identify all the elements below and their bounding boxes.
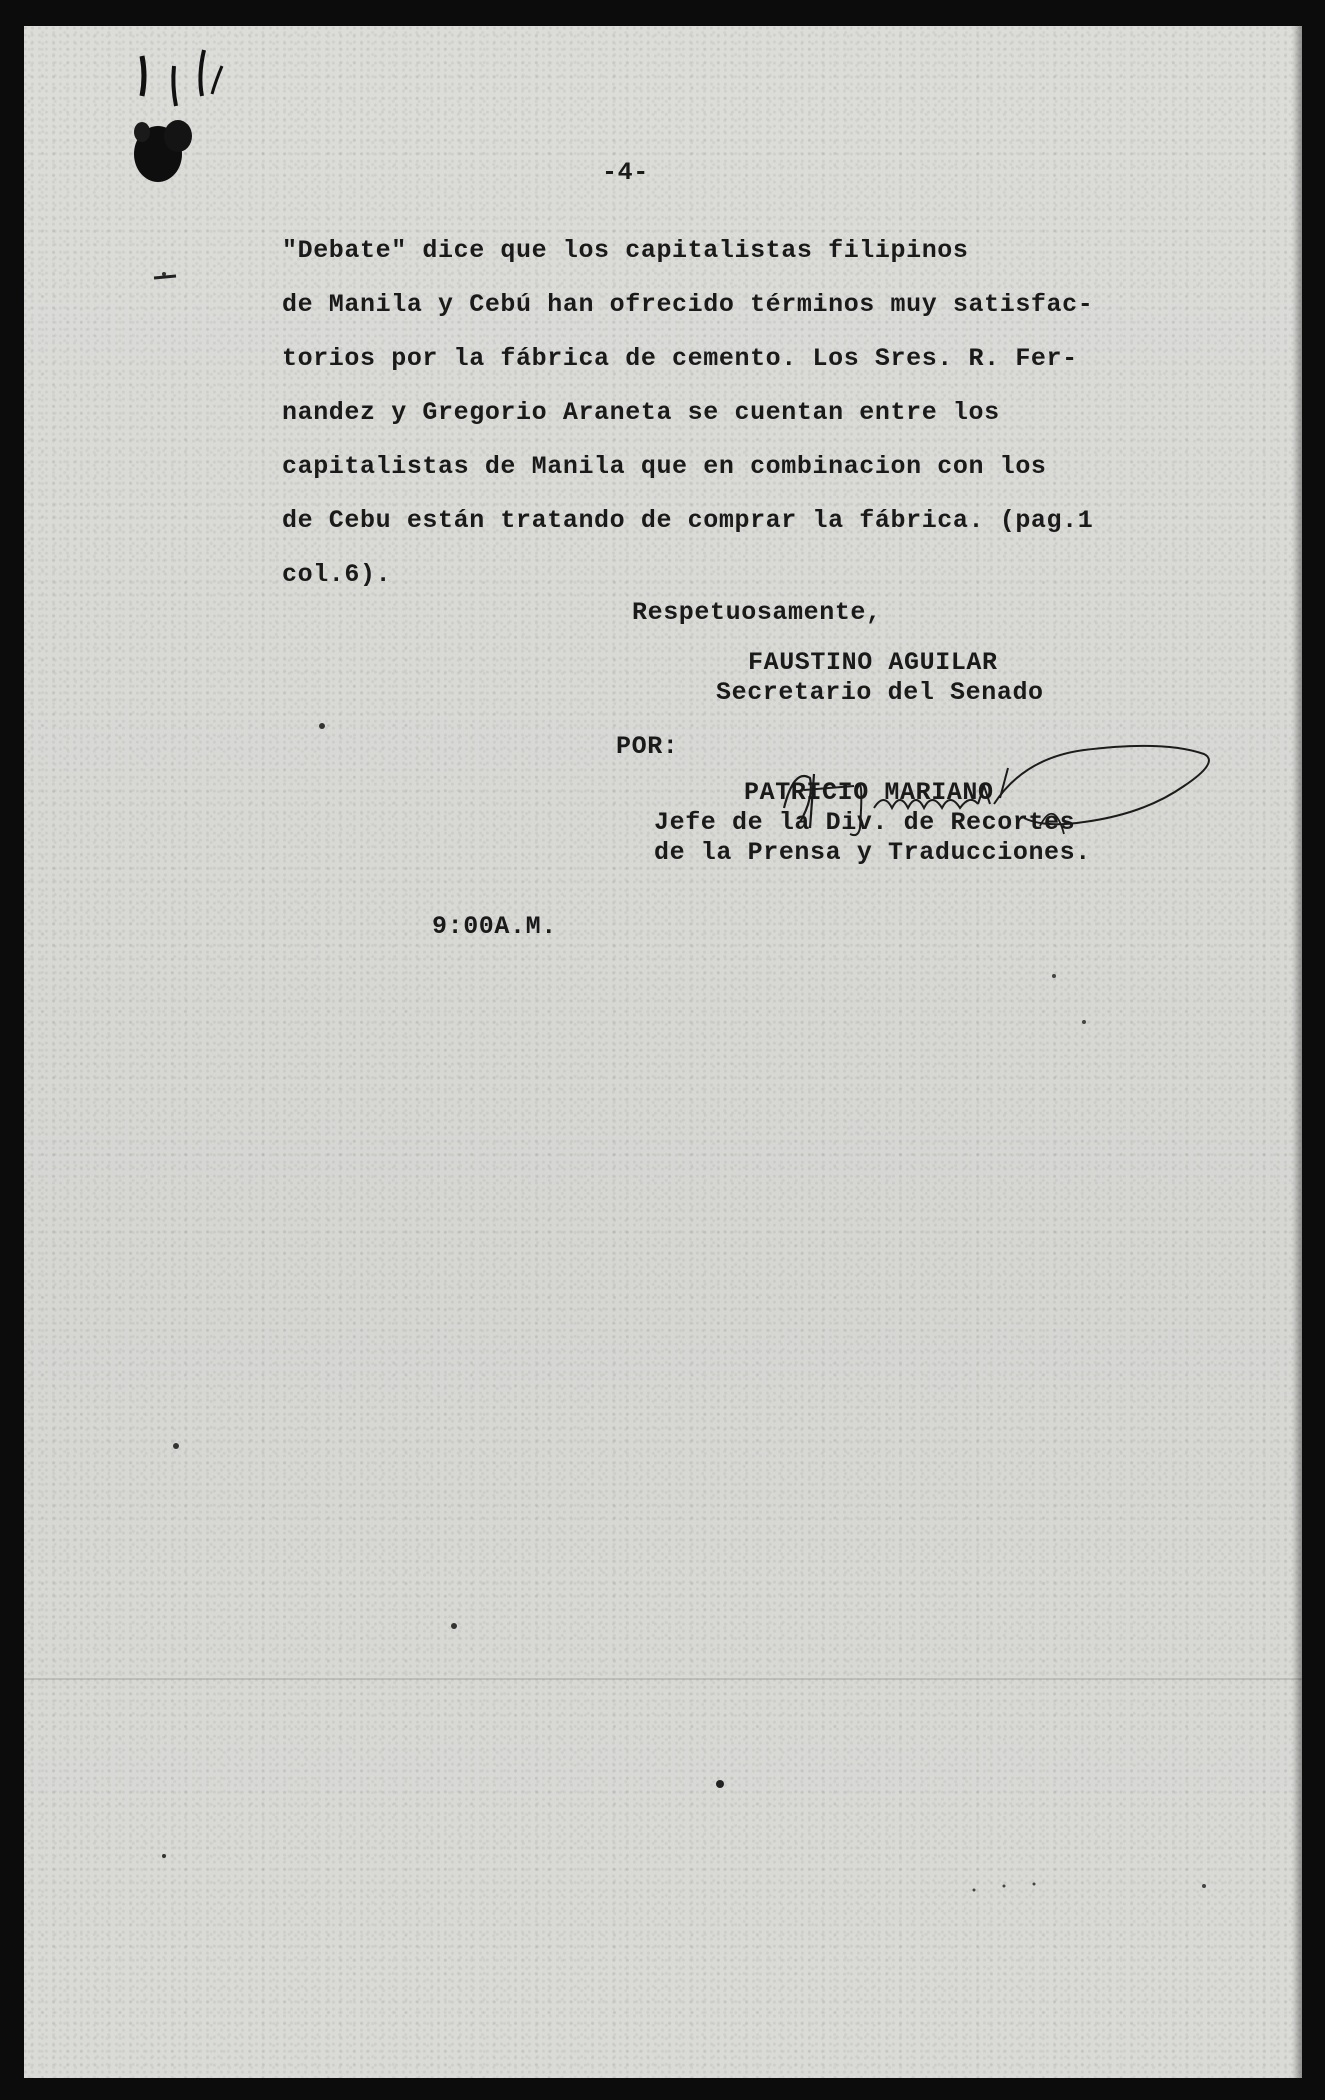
- signatory-1-title: Secretario del Senado: [716, 678, 1044, 707]
- body-line-3: torios por la fábrica de cemento. Los Sres. R. Fer-: [282, 344, 1078, 373]
- por-label: POR:: [616, 732, 679, 761]
- signatory-1-name: FAUSTINO AGUILAR: [748, 648, 998, 677]
- body-line-6: de Cebu están tratando de comprar la fábrica. (pag.1: [282, 506, 1094, 535]
- signatory-2-name: PATRICIO MARIANO: [744, 778, 994, 807]
- body-line-2: de Manila y Cebú han ofrecido términos muy satisfac-: [282, 290, 1094, 319]
- document-page: [24, 26, 1302, 2078]
- signatory-2-title-line-2: de la Prensa y Traducciones.: [654, 838, 1091, 867]
- page-number: -4-: [602, 158, 649, 187]
- closing-salutation: Respetuosamente,: [632, 598, 882, 627]
- body-line-7: col.6).: [282, 560, 392, 589]
- body-line-5: capitalistas de Manila que en combinacion con los: [282, 452, 1047, 481]
- body-line-4: nandez y Gregorio Araneta se cuentan entre los: [282, 398, 1000, 427]
- signatory-2-title-line-1: Jefe de la Div. de Recortes: [654, 808, 1076, 837]
- paper-specks: [24, 26, 1302, 2078]
- body-line-1: "Debate" dice que los capitalistas filipinos: [282, 236, 969, 265]
- time-stamp: 9:00A.M.: [432, 912, 557, 941]
